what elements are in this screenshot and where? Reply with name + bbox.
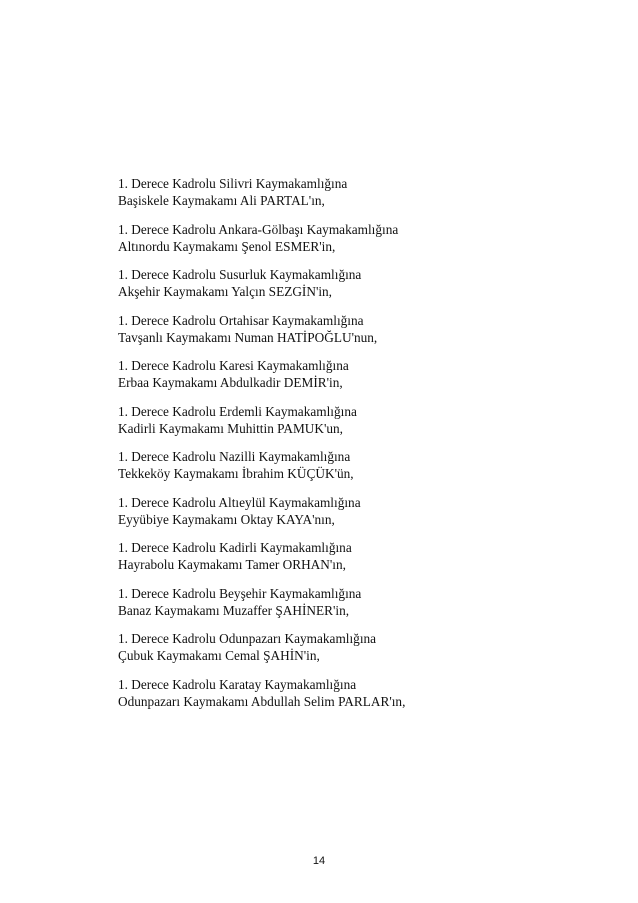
- entry-appointee-line: Başiskele Kaymakamı Ali PARTAL'ın,: [118, 193, 325, 208]
- entry-appointee-line: Odunpazarı Kaymakamı Abdullah Selim PARLAR'ın,: [118, 693, 406, 709]
- entry-position-line: 1. Derece Kadrolu Susurluk Kaymakamlığına: [118, 267, 362, 282]
- entry-position-line: 1. Derece Kadrolu Erdemli Kaymakamlığına: [118, 403, 357, 419]
- appointment-entry: [118, 630, 598, 664]
- appointment-list: [118, 175, 598, 721]
- appointment-entry: [118, 539, 598, 573]
- appointment-entry: [118, 403, 598, 437]
- entry-appointee-line: Eyyübiye Kaymakamı Oktay KAYA'nın,: [118, 511, 335, 527]
- entry-position-line: 1. Derece Kadrolu Karesi Kaymakamlığına: [118, 358, 349, 373]
- entry-appointee-line: Çubuk Kaymakamı Cemal ŞAHİN'in,: [118, 648, 320, 663]
- entry-position-line: 1. Derece Kadrolu Altıeylül Kaymakamlığına: [118, 494, 361, 510]
- entry-position-line: 1. Derece Kadrolu Nazilli Kaymakamlığına: [118, 449, 351, 464]
- appointment-entry: [118, 676, 598, 710]
- entry-appointee-line: Altınordu Kaymakamı Şenol ESMER'in,: [118, 238, 336, 254]
- entry-position-line: 1. Derece Kadrolu Ortahisar Kaymakamlığına: [118, 312, 364, 328]
- appointment-entry: [118, 448, 598, 482]
- entry-appointee-line: Tekkeköy Kaymakamı İbrahim KÜÇÜK'ün,: [118, 466, 354, 481]
- entry-appointee-line: Hayrabolu Kaymakamı Tamer ORHAN'ın,: [118, 557, 346, 572]
- entry-appointee-line: Tavşanlı Kaymakamı Numan HATİPOĞLU'nun,: [118, 329, 378, 345]
- entry-appointee-line: Akşehir Kaymakamı Yalçın SEZGİN'in,: [118, 284, 333, 299]
- appointment-entry: [118, 221, 598, 255]
- entry-position-line: 1. Derece Kadrolu Silivri Kaymakamlığına: [118, 176, 348, 191]
- entry-position-line: 1. Derece Kadrolu Odunpazarı Kaymakamlığına: [118, 631, 377, 646]
- appointment-entry: [118, 494, 598, 528]
- entry-position-line: 1. Derece Kadrolu Karatay Kaymakamlığına: [118, 676, 357, 692]
- entry-position-line: 1. Derece Kadrolu Kadirli Kaymakamlığına: [118, 540, 352, 555]
- page-number: 14: [312, 855, 326, 867]
- entry-position-line: 1. Derece Kadrolu Ankara-Gölbaşı Kaymakamlığına: [118, 221, 399, 237]
- appointment-entry: [118, 266, 598, 300]
- appointment-entry: [118, 312, 598, 346]
- appointment-entry: [118, 175, 598, 209]
- appointment-entry: [118, 357, 598, 391]
- entry-appointee-line: Erbaa Kaymakamı Abdulkadir DEMİR'in,: [118, 375, 343, 390]
- entry-position-line: 1. Derece Kadrolu Beyşehir Kaymakamlığına: [118, 585, 362, 601]
- appointment-entry: [118, 585, 598, 619]
- entry-appointee-line: Banaz Kaymakamı Muzaffer ŞAHİNER'in,: [118, 602, 350, 618]
- entry-appointee-line: Kadirli Kaymakamı Muhittin PAMUK'un,: [118, 420, 343, 436]
